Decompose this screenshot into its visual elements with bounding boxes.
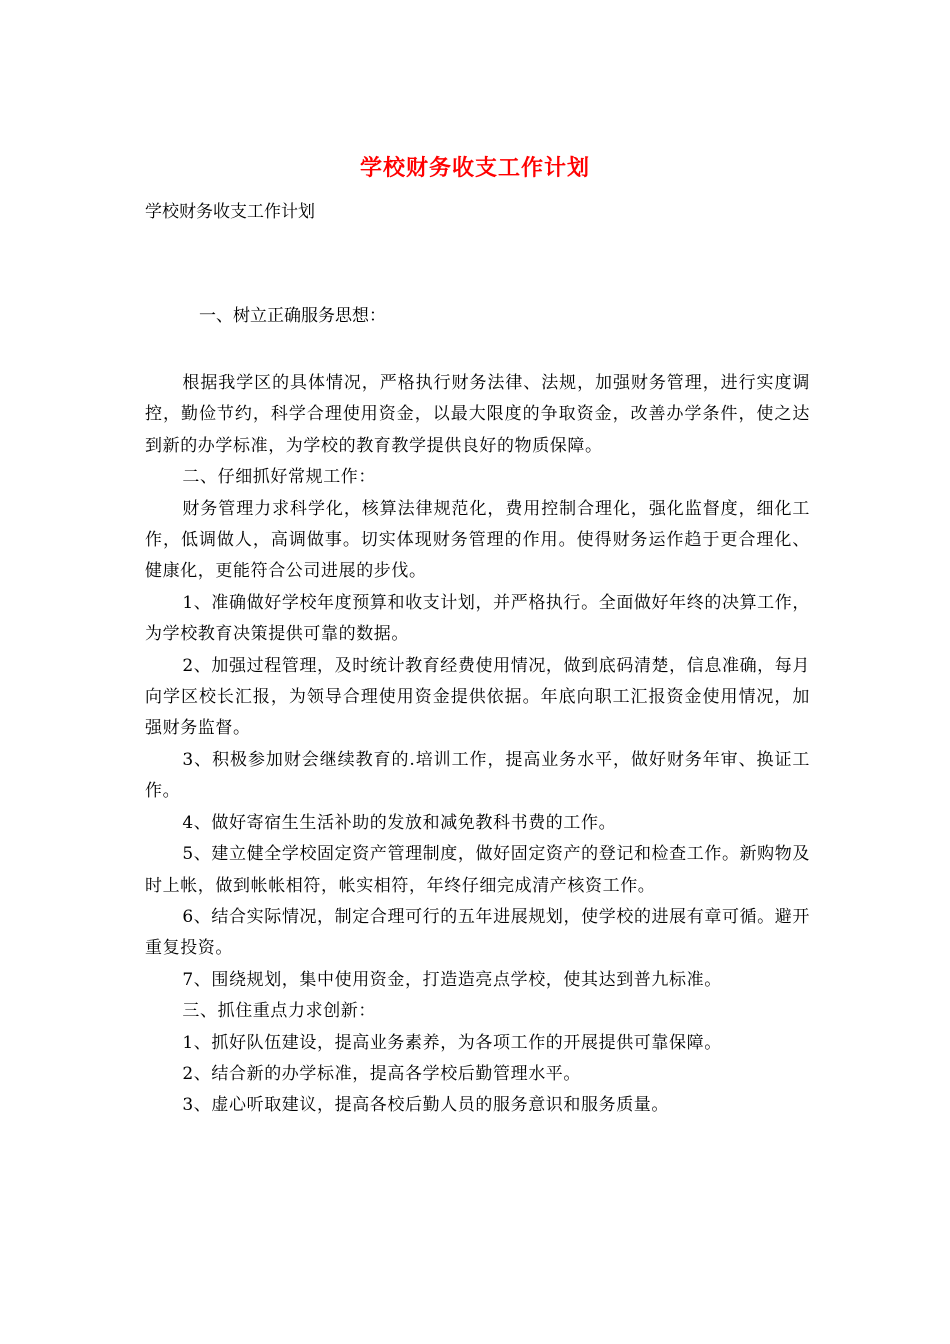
- list-item: 3、积极参加财会继续教育的.培训工作，提高业务水平，做好财务年审、换证工作。: [145, 749, 810, 802]
- list-item: 3、虚心听取建议，提高各校后勤人员的服务意识和服务质量。: [182, 1095, 670, 1116]
- list-item: 4、做好寄宿生生活补助的发放和减免教科书费的工作。: [182, 812, 617, 833]
- section-heading-3: 三、抓住重点力求创新：: [182, 1001, 376, 1022]
- list-item: 6、结合实际情况，制定合理可行的五年进展规划，使学校的进展有章可循。避开重复投资。: [145, 906, 810, 959]
- document-subtitle: 学校财务收支工作计划: [145, 202, 315, 222]
- paragraph: 根据我学区的具体情况，严格执行财务法律、法规，加强财务管理，进行实度调控，勤俭节约，科学合理使用资金，以最大限度的争取资金，改善办学条件，使之达到新的办学标准，为学校的教育教学提供良好的物质保障。: [145, 373, 810, 456]
- document-body: [145, 368, 810, 1122]
- list-item: 2、加强过程管理，及时统计教育经费使用情况，做到底码清楚，信息准确，每月向学区校长汇报，为领导合理使用资金提供依据。年底向职工汇报资金使用情况，加强财务监督。: [145, 655, 810, 739]
- list-item: 1、抓好队伍建设，提高业务素养，为各项工作的开展提供可靠保障。: [182, 1032, 722, 1053]
- section-heading-2: 二、仔细抓好常规工作：: [182, 467, 376, 488]
- list-item: 5、建立健全学校固定资产管理制度，做好固定资产的登记和检查工作。新购物及时上帐，做到帐帐相符，帐实相符，年终仔细完成清产核资工作。: [145, 844, 810, 896]
- list-item: 7、围绕规划，集中使用资金，打造造亮点学校，使其达到普九标准。: [182, 969, 722, 990]
- paragraph: 财务管理力求科学化，核算法律规范化，费用控制合理化，强化监督度，细化工作，低调做人，高调做事。切实体现财务管理的作用。使得财务运作趋于更合理化、健康化，更能符合公司进展的步伐。: [145, 498, 810, 582]
- list-item: 2、结合新的办学标准，提高各学校后勤管理水平。: [182, 1063, 582, 1084]
- list-item: 1、准确做好学校年度预算和收支计划，并严格执行。全面做好年终的决算工作，为学校教育决策提供可靠的数据。: [145, 592, 810, 645]
- document-title: 学校财务收支工作计划: [359, 155, 590, 181]
- section-heading-1: 一、树立正确服务思想：: [199, 306, 386, 326]
